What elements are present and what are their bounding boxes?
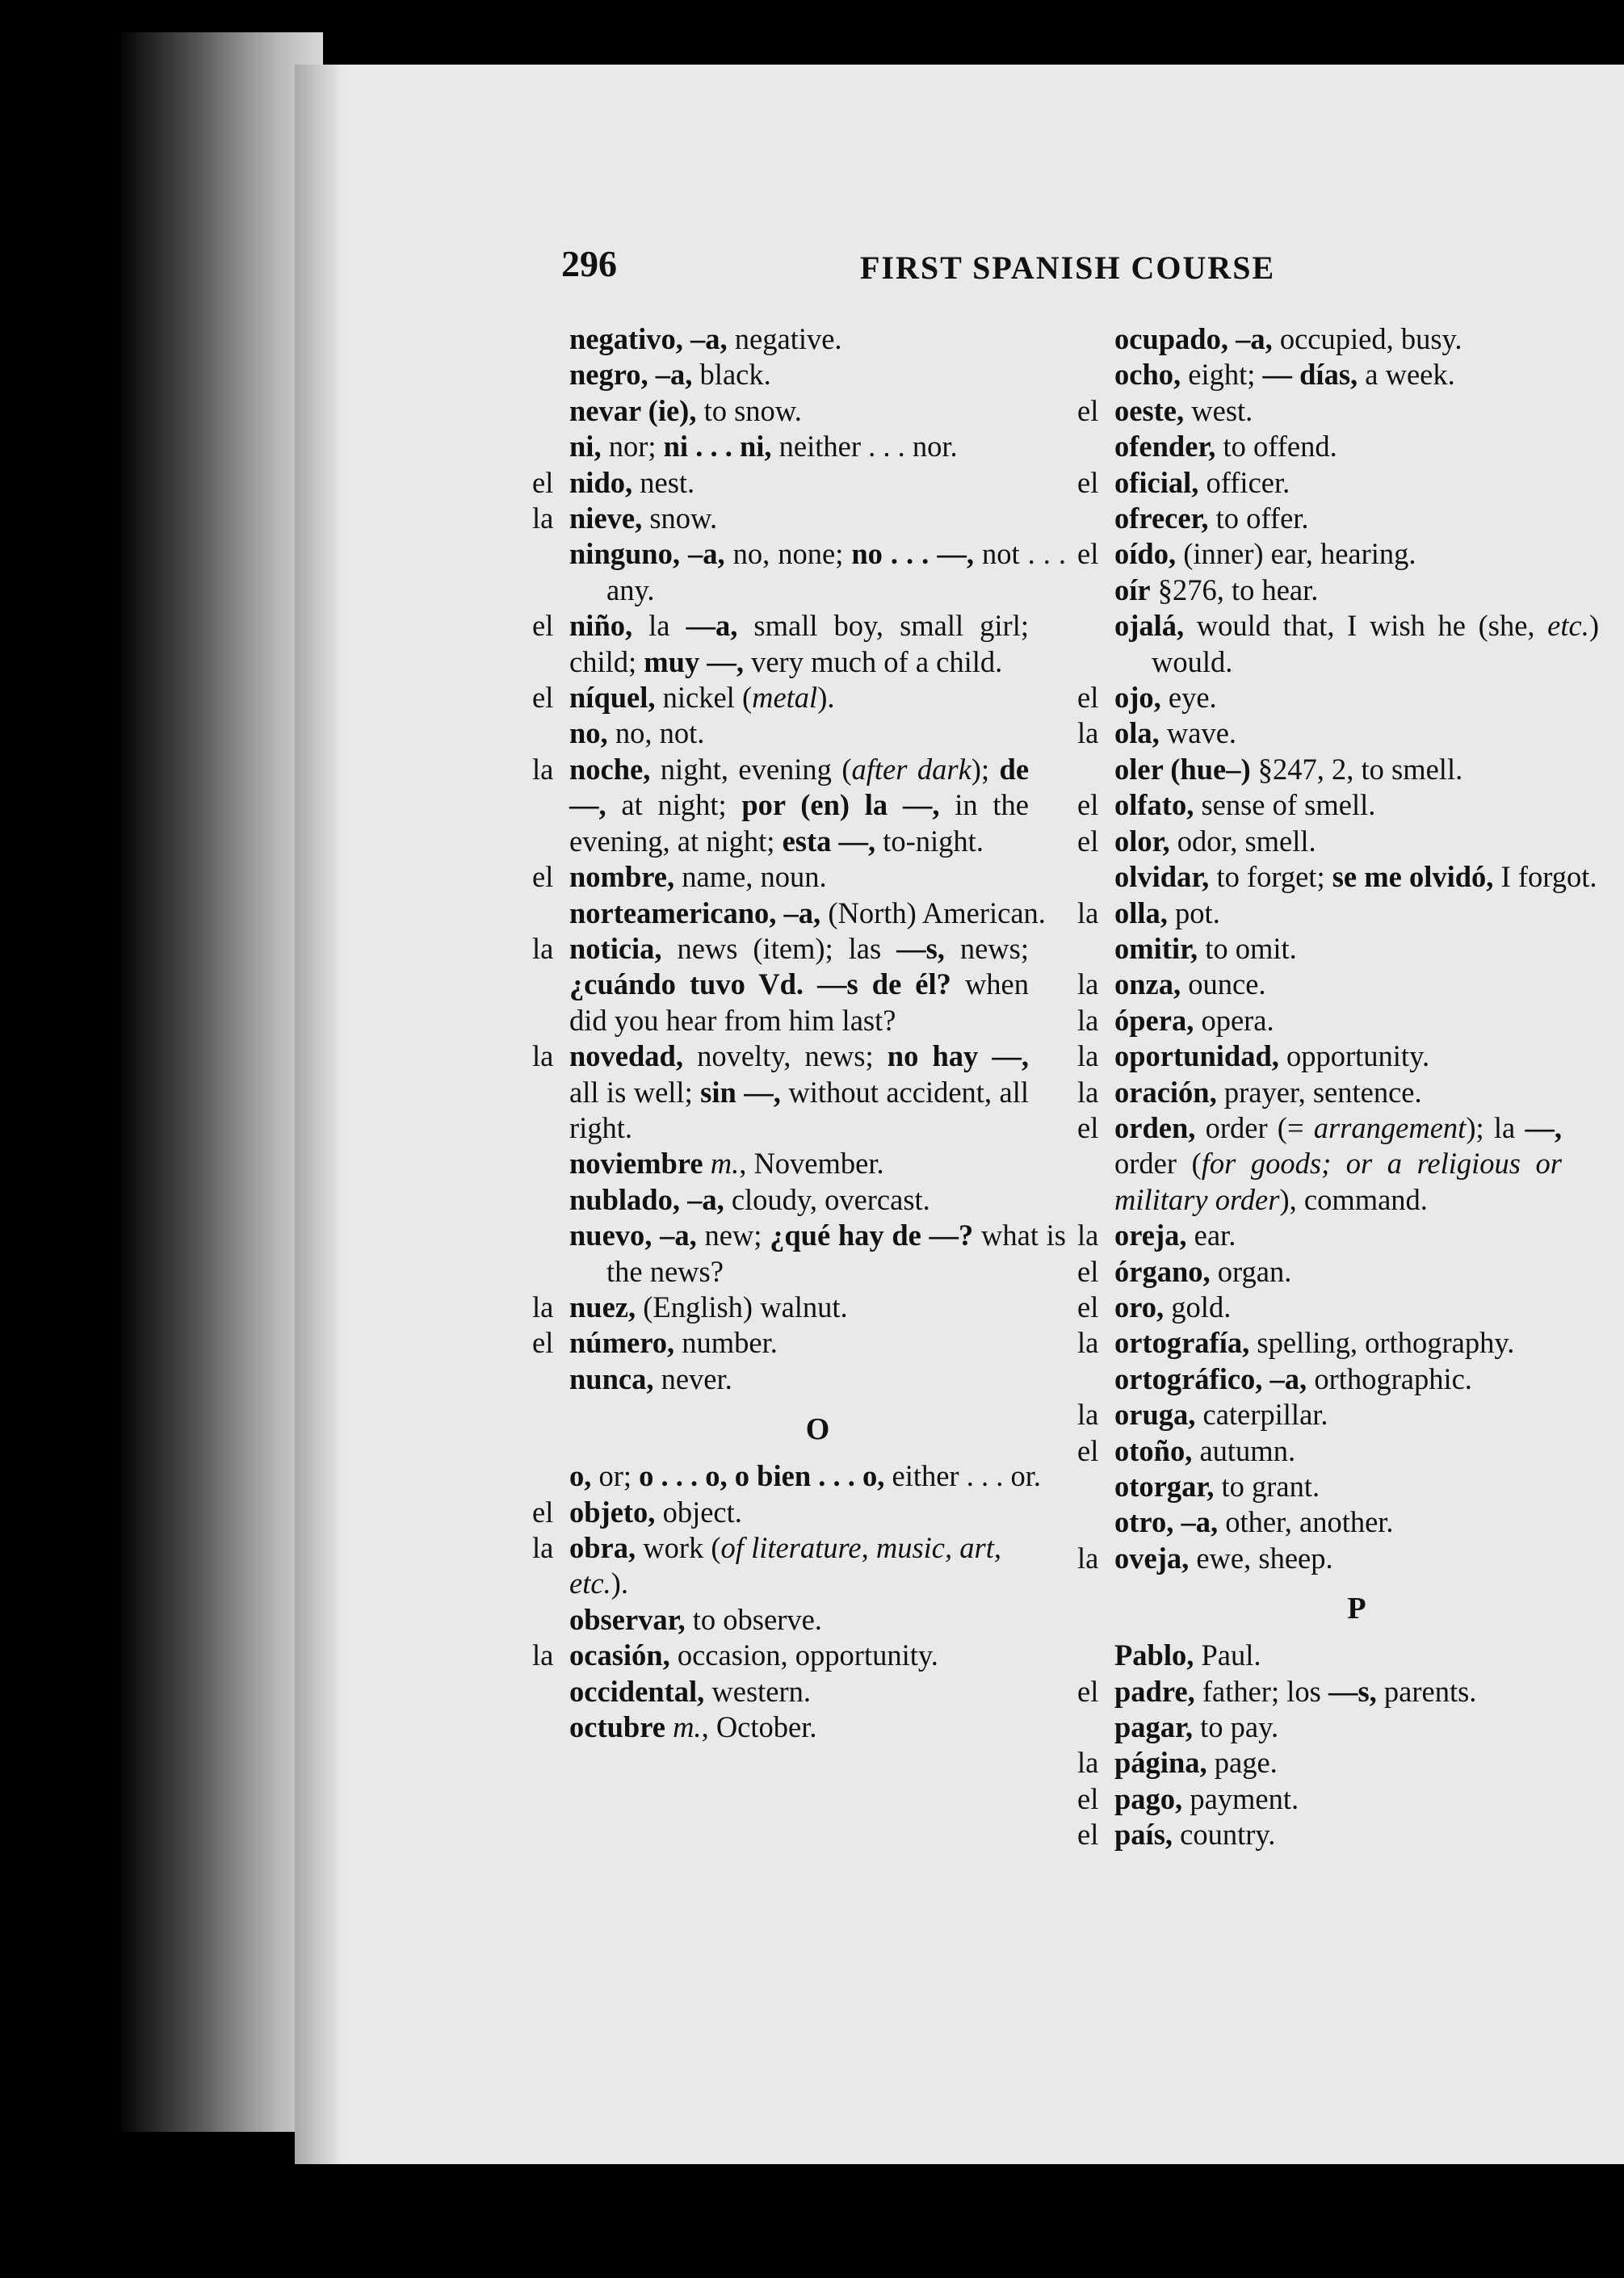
entry-text: octubre m., October. (569, 1710, 817, 1744)
entry-text: ojo, eye. (1114, 681, 1217, 715)
dictionary-entry (569, 1602, 1066, 1638)
entry-text: ópera, opera. (1114, 1003, 1274, 1037)
entry-text: negativo, –a, negative. (569, 322, 842, 355)
entry-text: obra, work (of literature, music, art, etc.). (569, 1531, 1001, 1600)
article: la (532, 752, 554, 786)
dictionary-entry (1077, 896, 1562, 931)
dictionary-entry (1077, 1745, 1562, 1781)
dictionary-entry (569, 536, 1066, 608)
article: la (1077, 1746, 1099, 1780)
article: la (1077, 967, 1099, 1001)
dictionary-entry (1077, 393, 1562, 429)
dictionary-entry (1077, 1218, 1562, 1253)
dictionary-entry (1077, 1397, 1562, 1433)
article: el (1077, 393, 1099, 427)
dictionary-entry (569, 321, 1066, 357)
article: el (1077, 1254, 1099, 1288)
dictionary-entry (569, 393, 1066, 429)
article: la (1077, 1541, 1099, 1575)
entry-text: negro, –a, black. (569, 358, 771, 392)
entry-text: nevar (ie), to snow. (569, 393, 802, 427)
entry-text: oruga, caterpillar. (1114, 1398, 1328, 1432)
entry-text: pagar, to pay. (1114, 1710, 1279, 1744)
dictionary-entry (569, 1182, 1066, 1218)
entry-text: olor, odor, smell. (1114, 824, 1316, 858)
entry-text: oportunidad, opportunity. (1114, 1039, 1430, 1073)
entry-text: número, number. (569, 1326, 778, 1360)
entry-text: ocho, eight; — días, a week. (1114, 358, 1455, 392)
dictionary-entry (532, 465, 1029, 501)
article: el (1077, 1781, 1099, 1815)
left-column (532, 321, 1067, 1745)
entry-text: nunca, never. (569, 1361, 732, 1395)
dictionary-entry (1077, 1075, 1562, 1110)
entry-text: no, no, not. (569, 716, 705, 750)
entry-text: ofender, to offend. (1114, 430, 1337, 464)
dictionary-entry (569, 1458, 1066, 1494)
dictionary-entry (532, 680, 1029, 715)
entry-text: otoño, autumn. (1114, 1433, 1296, 1467)
article: el (1077, 788, 1099, 822)
entry-text: Pablo, Paul. (1114, 1638, 1261, 1672)
dictionary-entry (532, 1530, 1029, 1602)
dictionary-entry (569, 357, 1066, 392)
entry-text: nido, nest. (569, 465, 695, 499)
article: la (1077, 1398, 1099, 1432)
entry-text: olfato, sense of smell. (1114, 788, 1376, 822)
entry-text: nublado, –a, cloudy, overcast. (569, 1182, 930, 1216)
entry-text: oficial, officer. (1114, 465, 1290, 499)
dictionary-entry (1114, 573, 1599, 608)
entry-text: nuez, (English) walnut. (569, 1290, 848, 1324)
dictionary-entry (569, 1361, 1066, 1397)
dictionary-entry (1077, 1781, 1562, 1817)
dictionary-entry (1114, 501, 1599, 536)
article: el (532, 681, 554, 715)
dictionary-entry (569, 715, 1066, 751)
dictionary-entry (532, 931, 1029, 1038)
dictionary-entry (532, 608, 1029, 680)
article: el (1077, 1110, 1099, 1144)
entry-text: noviembre m., November. (569, 1147, 884, 1181)
dictionary-entry (569, 1218, 1066, 1290)
article: el (1077, 1433, 1099, 1467)
entry-text: otro, –a, other, another. (1114, 1505, 1394, 1539)
dictionary-entry (1114, 1469, 1599, 1504)
entry-text: olvidar, to forget; se me olvidó, I forgot. (1114, 860, 1597, 894)
entry-text: ortografía, spelling, orthography. (1114, 1326, 1515, 1360)
article: la (532, 1531, 554, 1564)
page-number: 296 (561, 243, 617, 284)
dictionary-entry (1077, 1433, 1562, 1469)
entry-text: nuevo, –a, new; ¿qué hay de —? what is the news? (569, 1219, 1067, 1288)
article: la (1077, 1003, 1099, 1037)
dictionary-entry (1077, 1541, 1562, 1576)
dictionary-entry (1077, 1003, 1562, 1038)
article: el (1077, 1290, 1099, 1324)
entry-text: orden, order (= arrangement); la —, order (for goods; or a religious or military order), command. (1114, 1110, 1563, 1216)
entry-text: ofrecer, to offer. (1114, 501, 1309, 535)
entry-text: pago, payment. (1114, 1781, 1299, 1815)
book-spine-shadow (121, 32, 323, 2132)
entry-text: observar, to observe. (569, 1602, 822, 1636)
entry-text: occidental, western. (569, 1674, 812, 1708)
dictionary-entry (1077, 1110, 1562, 1218)
dictionary-entry (1114, 357, 1599, 392)
article: la (1077, 896, 1099, 929)
article: la (1077, 1219, 1099, 1252)
dictionary-entry (1114, 429, 1599, 464)
entry-text: ni, nor; ni . . . ni, neither . . . nor. (569, 430, 958, 464)
entry-text: padre, father; los —s, parents. (1114, 1674, 1477, 1708)
dictionary-entry (532, 1325, 1029, 1361)
entry-text: omitir, to omit. (1114, 931, 1297, 965)
article: el (1077, 681, 1099, 715)
entry-text: oro, gold. (1114, 1290, 1232, 1324)
entry-text: nieve, snow. (569, 501, 718, 535)
page-gutter-shade (295, 65, 343, 2164)
dictionary-entry (1077, 1038, 1562, 1074)
entry-text: novedad, novelty, news; no hay —, all is well; sin —, without accident, all right. (569, 1039, 1029, 1144)
article: la (532, 931, 554, 965)
dictionary-entry (569, 896, 1066, 931)
entry-text: noticia, news (item); las —s, news; ¿cuándo tuvo Vd. —s de él? when did you hear from him last? (569, 931, 1030, 1037)
article: el (1077, 1674, 1099, 1708)
entry-text: noche, night, evening (after dark); de —, at night; por (en) la —, in the evening, at night; esta —, to-night. (569, 752, 1030, 858)
article: el (532, 1326, 554, 1360)
entry-text: oeste, west. (1114, 393, 1253, 427)
article: el (1077, 465, 1099, 499)
entry-text: ninguno, –a, no, none; no . . . —, not . . . any. (569, 537, 1067, 606)
dictionary-entry (532, 1038, 1029, 1146)
entry-text: onza, ounce. (1114, 967, 1266, 1001)
dictionary-entry (1114, 321, 1599, 357)
dictionary-entry (1114, 1504, 1599, 1540)
dictionary-entry (1077, 967, 1562, 1002)
entry-text: niño, la —a, small boy, small girl; child; muy —, very much of a child. (569, 609, 1029, 678)
running-head: FIRST SPANISH COURSE (860, 250, 1276, 286)
dictionary-entry (569, 1710, 1066, 1745)
entry-text: níquel, nickel (metal). (569, 681, 835, 715)
article: la (532, 501, 554, 535)
article: el (532, 1495, 554, 1529)
dictionary-entry (1077, 1674, 1562, 1710)
dictionary-entry (1077, 824, 1562, 859)
dictionary-entry (1114, 1361, 1599, 1397)
dictionary-entry (1077, 787, 1562, 823)
article: la (532, 1290, 554, 1324)
entry-text: oler (hue–) §247, 2, to smell. (1114, 752, 1463, 786)
entry-text: nombre, name, noun. (569, 860, 827, 894)
article: el (532, 860, 554, 894)
entry-text: oveja, ewe, sheep. (1114, 1541, 1333, 1575)
entry-text: órgano, organ. (1114, 1254, 1292, 1288)
entry-text: ortográfico, –a, orthographic. (1114, 1361, 1472, 1395)
entry-text: ocasión, occasion, opportunity. (569, 1638, 938, 1672)
dictionary-entry (532, 1638, 1029, 1673)
dictionary-entry (1077, 536, 1562, 572)
entry-text: país, country. (1114, 1818, 1276, 1852)
article: el (1077, 537, 1099, 571)
entry-text: ola, wave. (1114, 716, 1237, 750)
article: la (1077, 1326, 1099, 1360)
right-column (1077, 321, 1599, 1853)
dictionary-entry (1114, 1710, 1599, 1745)
entry-text: oír §276, to hear. (1114, 573, 1319, 606)
dictionary-entry (1114, 1638, 1599, 1673)
entry-text: o, or; o . . . o, o bien . . . o, either . . . or. (569, 1459, 1041, 1493)
entry-text: oración, prayer, sentence. (1114, 1075, 1422, 1109)
entry-text: objeto, object. (569, 1495, 742, 1529)
dictionary-entry (1114, 931, 1599, 967)
dictionary-entry (1077, 680, 1562, 715)
dictionary-entry (1077, 1817, 1562, 1852)
article: el (1077, 824, 1099, 858)
section-letter: P (1347, 1592, 1366, 1626)
entry-text: oído, (inner) ear, hearing. (1114, 537, 1416, 571)
dictionary-entry (532, 859, 1029, 895)
entry-text: ojalá, would that, I wish he (she, etc.) would. (1114, 609, 1599, 678)
entry-text: página, page. (1114, 1746, 1278, 1780)
dictionary-entry (1077, 1325, 1562, 1361)
dictionary-entry (1114, 752, 1599, 787)
dictionary-entry (532, 1495, 1029, 1530)
article: la (1077, 716, 1099, 750)
dictionary-entry (1077, 1254, 1562, 1290)
dictionary-entry (532, 1290, 1029, 1325)
article: la (1077, 1039, 1099, 1073)
dictionary-entry (569, 1674, 1066, 1710)
article: la (532, 1039, 554, 1073)
entry-text: oreja, ear. (1114, 1219, 1236, 1252)
dictionary-entry (1077, 465, 1562, 501)
article: la (532, 1638, 554, 1672)
article: el (532, 609, 554, 643)
section-letter: O (805, 1412, 830, 1447)
dictionary-entry (569, 429, 1066, 464)
dictionary-entry (1114, 859, 1599, 895)
dictionary-entry (1114, 608, 1599, 680)
dictionary-entry (532, 752, 1029, 859)
dictionary-entry (532, 501, 1029, 536)
article: la (1077, 1075, 1099, 1109)
dictionary-entry (1077, 715, 1562, 751)
article: el (532, 465, 554, 499)
entry-text: otorgar, to grant. (1114, 1470, 1320, 1503)
entry-text: olla, pot. (1114, 896, 1220, 929)
article: el (1077, 1818, 1099, 1852)
entry-text: ocupado, –a, occupied, busy. (1114, 322, 1462, 355)
entry-text: norteamericano, –a, (North) American. (569, 896, 1046, 929)
dictionary-entry (569, 1146, 1066, 1181)
dictionary-entry (1077, 1290, 1562, 1325)
